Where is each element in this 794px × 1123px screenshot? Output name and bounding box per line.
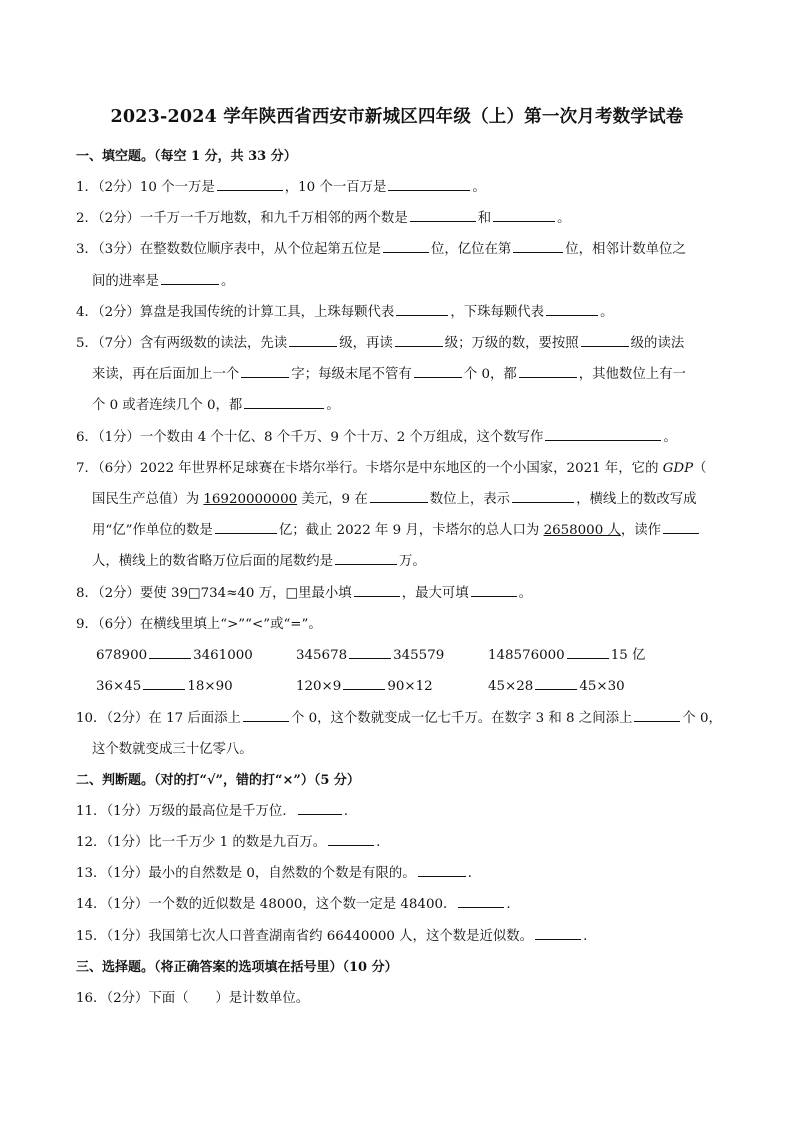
question-2: 2．（2分）一千万一千万地数，和九千万相邻的两个数是 和 。 bbox=[76, 207, 571, 226]
comparison-item: 45×28 45×30 bbox=[488, 675, 625, 694]
question-10: 10．（2分）在 17 后面添上 个 0，这个数就变成一亿七千万。在数字 3 和 8 之间添上 个 0， bbox=[76, 707, 722, 726]
answer-blank[interactable] bbox=[335, 550, 397, 565]
answer-blank[interactable] bbox=[414, 363, 462, 378]
section-heading-multiple-choice: 三、选择题。（将正确答案的选项填在括号里）（10 分） bbox=[76, 960, 398, 975]
question-7-continued: 国民生产总值）为 16920000000 美元，9 在 数位上，表示 ，横线上的数改写成 bbox=[92, 488, 697, 507]
answer-blank[interactable] bbox=[663, 519, 699, 534]
answer-blank[interactable] bbox=[634, 707, 680, 722]
comparison-item: 148576000 15 亿 bbox=[488, 644, 645, 663]
answer-blank[interactable] bbox=[244, 394, 324, 409]
answer-blank[interactable] bbox=[513, 238, 563, 253]
question-5-continued: 来读，再在后面加上一个 字；每级末尾不管有 个 0，都 ，其他数位上有一 bbox=[92, 363, 686, 382]
section-heading-true-false: 二、判断题。（对的打“√”，错的打“×”）（5 分） bbox=[76, 773, 360, 788]
question-13: 13．（1分）最小的自然数是 0，自然数的个数是有限的。 . bbox=[76, 862, 472, 881]
answer-blank[interactable] bbox=[519, 363, 577, 378]
question-5-continued-2: 个 0 或者连续几个 0，都 。 bbox=[92, 394, 340, 413]
answer-blank[interactable] bbox=[161, 270, 219, 285]
answer-blank[interactable] bbox=[471, 582, 517, 597]
answer-blank[interactable] bbox=[343, 675, 385, 690]
question-1: 1．（2分）10 个一万是 ，10 个一百万是 。 bbox=[76, 176, 486, 195]
answer-blank[interactable] bbox=[396, 301, 448, 316]
answer-blank[interactable] bbox=[418, 862, 466, 877]
section-heading-fill-in: 一、填空题。（每空 1 分，共 33 分） bbox=[76, 149, 297, 164]
answer-blank[interactable] bbox=[546, 301, 598, 316]
comparison-item: 345678 345579 bbox=[296, 644, 444, 663]
question-6: 6．（1分）一个数由 4 个十亿、8 个千万、9 个十万、2 个万组成，这个数写作 。 bbox=[76, 426, 677, 445]
answer-blank[interactable] bbox=[581, 332, 629, 347]
answer-blank[interactable] bbox=[535, 925, 581, 940]
question-7-continued-3: 人，横线上的数省略万位后面的尾数约是 万。 bbox=[92, 550, 426, 569]
question-7: 7．（6分）2022 年世界杯足球赛在卡塔尔举行。卡塔尔是中东地区的一个小国家，2021 年，它的 GDP（ bbox=[76, 461, 707, 476]
comparison-item: 678900 3461000 bbox=[96, 644, 253, 663]
answer-blank[interactable] bbox=[215, 519, 277, 534]
answer-blank[interactable] bbox=[243, 707, 289, 722]
answer-blank[interactable] bbox=[289, 332, 337, 347]
answer-blank[interactable] bbox=[217, 176, 283, 191]
answer-blank[interactable] bbox=[458, 893, 504, 908]
question-4: 4．（2分）算盘是我国传统的计算工具，上珠每颗代表 ，下珠每颗代表 。 bbox=[76, 301, 613, 320]
question-3: 3．（3分）在整数数位顺序表中，从个位起第五位是 位，亿位在第 位，相邻计数单位之 bbox=[76, 238, 686, 257]
answer-blank[interactable] bbox=[383, 238, 429, 253]
question-16: 16．（2分）下面（ ）是计数单位。 bbox=[76, 991, 310, 1006]
answer-blank[interactable] bbox=[370, 488, 428, 503]
answer-blank[interactable] bbox=[535, 675, 577, 690]
answer-blank[interactable] bbox=[143, 675, 185, 690]
question-15: 15．（1分）我国第七次人口普查湖南省约 66440000 人，这个数是近似数。 . bbox=[76, 925, 587, 944]
answer-blank[interactable] bbox=[395, 332, 443, 347]
question-12: 12．（1分）比一千万少 1 的数是九百万。 . bbox=[76, 831, 380, 850]
question-9: 9．（6分）在横线里填上“>”“<”或“=”。 bbox=[76, 617, 322, 632]
answer-blank[interactable] bbox=[349, 644, 391, 659]
answer-blank[interactable] bbox=[354, 582, 400, 597]
answer-blank[interactable] bbox=[493, 207, 555, 222]
answer-blank[interactable] bbox=[388, 176, 470, 191]
question-3-continued: 间的进率是 。 bbox=[92, 270, 234, 289]
question-11: 11．（1分）万级的最高位是千万位． . bbox=[76, 800, 348, 819]
answer-blank[interactable] bbox=[567, 644, 609, 659]
question-10-continued: 这个数就变成三十亿零八。 bbox=[92, 742, 253, 757]
answer-blank[interactable] bbox=[328, 831, 374, 846]
comparison-item: 36×45 18×90 bbox=[96, 675, 233, 694]
answer-blank[interactable] bbox=[545, 426, 661, 441]
answer-blank[interactable] bbox=[149, 644, 191, 659]
page-title: 2023-2024 学年陕西省西安市新城区四年级（上）第一次月考数学试卷 bbox=[110, 107, 684, 127]
question-7-continued-2: 用“亿”作单位的数是 亿；截止 2022 年 9 月，卡塔尔的总人口为 2658000 人，读作 bbox=[92, 519, 701, 538]
question-5: 5．（7分）含有两级数的读法，先读 级，再读 级；万级的数，要按照 级的读法 bbox=[76, 332, 684, 351]
answer-blank[interactable] bbox=[298, 800, 342, 815]
question-14: 14．（1分）一个数的近似数是 48000，这个数一定是 48400． . bbox=[76, 893, 511, 912]
answer-blank[interactable] bbox=[512, 488, 574, 503]
question-8: 8．（2分）要使 39□734≈40 万，□里最小填 ，最大可填 。 bbox=[76, 582, 532, 601]
answer-blank[interactable] bbox=[410, 207, 476, 222]
answer-blank[interactable] bbox=[241, 363, 289, 378]
comparison-item: 120×9 90×12 bbox=[296, 675, 433, 694]
